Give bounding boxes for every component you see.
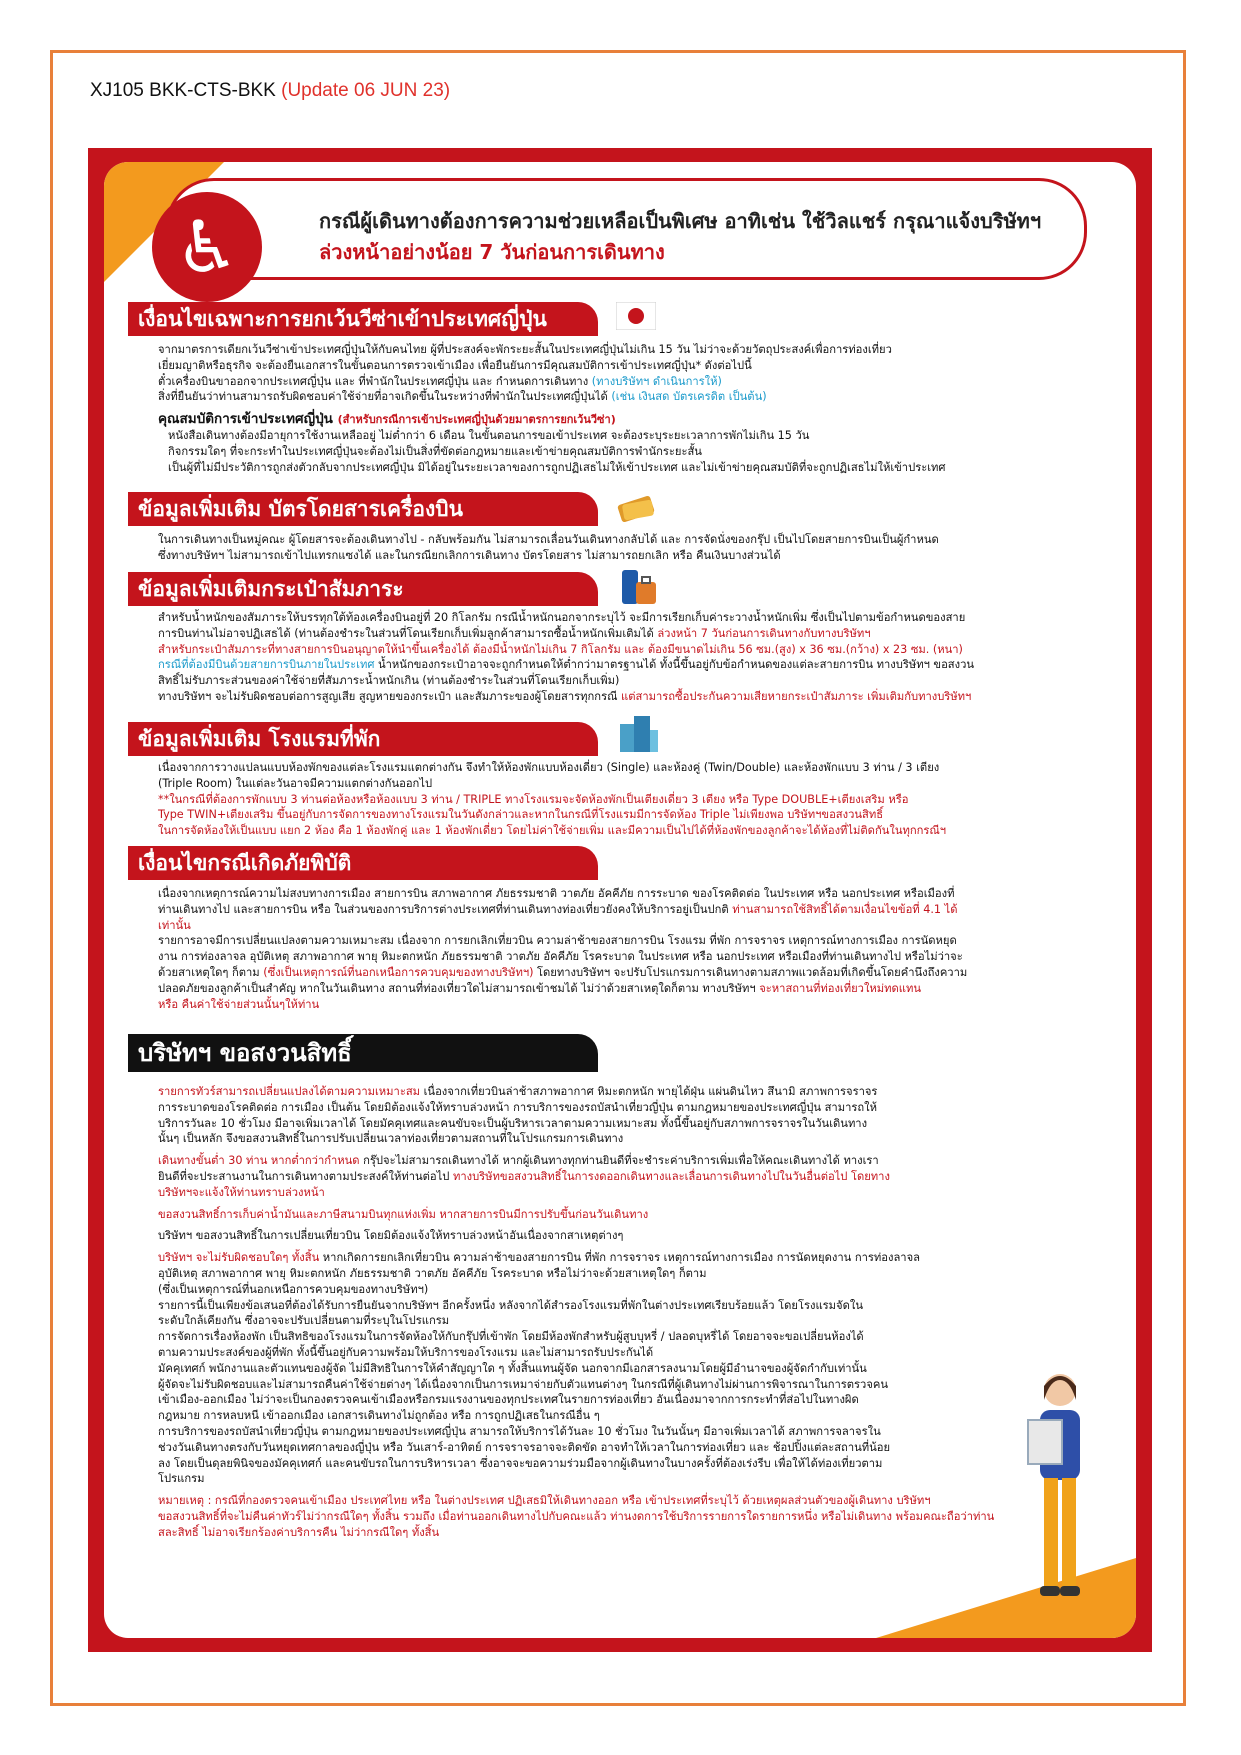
section-heading-visa: เงื่อนไขเฉพาะการยกเว้นวีซ่าเข้าประเทศญี่ปุ่น bbox=[128, 302, 598, 336]
ticket-text: ในการเดินทางเป็นหมู่คณะ ผู้โดยสารจะต้องเดินทางไป - กลับพร้อมกัน ไม่สามารถเลื่อนวันเดินทางกลับได้ และ การจัดนั่งของกรุ๊ป เป็นไปโดยสายการบินเป็นผู้กำหนด ซึ่งทางบริษัทฯ ไม่สามารถเข้าไปแทรกแซงได้ และในกรณียกเลิกการเดินทาง บัตรโดยสาร ไม่สามารถยกเลิก หรือ คืนเงินบางส่วนได้ bbox=[158, 533, 939, 562]
section-heading-rights: บริษัทฯ ขอสงวนสิทธิ์ bbox=[128, 1034, 598, 1072]
japan-flag-icon bbox=[616, 302, 656, 338]
wheelchair-icon: ♿ bbox=[152, 192, 262, 302]
section-heading-baggage: ข้อมูลเพิ่มเติมกระเป๋าสัมภาระ bbox=[128, 572, 598, 606]
document-title bbox=[90, 80, 450, 102]
hotel-text: เนื่องจากการวางแปลนแบบห้องพักของแต่ละโรงแรมแตกต่างกัน จึงทำให้ห้องพักแบบห้องเดี่ยว (Single) และห้องคู่ (Twin/Double) และห้องพักแบบ 3 ท่าน / 3 เตียง (Triple Room) ในแต่ละวันอาจมีความแตกต่างกันออกไป **ในกรณีที่ต้องการพักแบบ 3 ท่านต่อห้องหรือห้องแบบ 3 ท่าน / TRIPLE ทางโรงแรมจะจัดห้องพักเป็นเตียงเดี่ยว 3 เตียง หรือ Type DOUBLE+เตียงเสริม หรือ Type TWIN+เตียงเสริม ขึ้นอยู่กับการจัดการของทางโรงแรมในวันดังกล่าวและหากในกรณีที่โรงแรมมีการจัดห้อง Triple ไม่เพียงพอ บริษัทฯขอสงวนสิทธิ์ ในการจัดห้องให้เป็นแบบ แยก 2 ห้อง คือ 1 ห้องพักคู่ และ 1 ห้องพักเดี่ยว โดยไม่ค่าใช้จ่ายเพิ่ม และมีความเป็นไปได้ที่ห้องพักของลูกค้าจะได้ห้องที่ไม่ติดกันในทุกกรณีฯ bbox=[158, 761, 947, 838]
visa-text: จากมาตรการเดียกเว้นวีซ่าเข้าประเทศญี่ปุ่นให้กับคนไทย ผู้ที่ประสงค์จะพักระยะสั้นในประเทศญี่ปุ่นไม่เกิน 15 วัน ไม่ว่าจะด้วยวัตถุประสงค์เพื่อการท่องเที่ยว เยี่ยมญาติหรือธุรกิจ จะต้องยืนเอกสารในขั้นตอนการตรวจเข้าเมือง เพื่อยืนยันการมีคุณสมบัติการเข้าประเทศญี่ปุ่น* ดังต่อไปนี้ ตั๋วเครื่องบินขาออกจากประเทศญี่ปุ่น และ ที่พำนักในประเทศญี่ปุ่น และ กำหนดการเดินทาง (ทางบริษัทฯ ดำเนินการให้) สิ่งที่ยืนยันว่าท่านสามารถรับผิดชอบค่าใช้จ่ายที่อาจเกิดขึ้นในระหว่างที่พำนักในประเทศญี่ปุ่นได้ (เช่น เงินสด บัตรเครดิต เป็นต้น) bbox=[158, 343, 892, 404]
special-assistance-banner bbox=[166, 178, 1087, 280]
poster-content bbox=[104, 162, 1136, 1638]
disaster-text: เนื่องจากเหตุการณ์ความไม่สงบทางการเมือง สายการบิน สภาพอากาศ ภัยธรรมชาติ วาตภัย อัคคีภัย การระบาด ของโรคติดต่อ ในประเทศ หรือ นอกประเทศ หรือเมืองที่ ท่านเดินทางไป และสายการบิน หรือ ในส่วนของการบริการต่างประเทศที่ท่านเดินทางท่องเที่ยวยังคงให้บริการอยู่เป็นปกติ ท่านสามารถใช้สิทธิ์ได้ตามเงื่อนไขข้อที่ 4.1 ได้ เท่านั้น รายการอาจมีการเปลี่ยนแปลงตามความเหมาะสม เนื่องจาก การยกเลิกเที่ยวบิน ความล่าช้าของสายการบิน โรงแรม ที่พัก การจราจร เหตุการณ์ทางการเมือง การนัดหยุด งาน การท่องลาจล อุบัติเหตุ สภาพอากาศ พายุ หิมะตกหนัก ภัยธรรมชาติ วาตภัย อัคคีภัย โรคระบาด ในประเทศ หรือ นอกประเทศ หรือเมืองที่ท่านเดินทางไป หรือไม่ว่าจะ ด้วยสาเหตุใดๆ ก็ตาม (ซึ่งเป็นเหตุการณ์ที่นอกเหนือการควบคุมของทางบริษัทฯ) โดยทางบริษัทฯ จะปรับโปรแกรมการเดินทางตามสภาพแวดล้อมที่เกิดขึ้นโดยคำนึงถึงความ ปลอดภัยของลูกค้าเป็นสำคัญ หากในวันเดินทาง สถานที่ท่องเที่ยวใดไม่สามารถเข้าชมได้ ไม่ว่าด้วยสาเหตุใดก็ตาม ทางบริษัทฯ จะหาสถานที่ท่องเที่ยวใหม่ทดแทน หรือ คืนค่าใช้จ่ายส่วนนั้นๆให้ท่าน bbox=[158, 887, 968, 1011]
baggage-text: สำหรับน้ำหนักของสัมภาระให้บรรทุกใต้ท้องเครื่องบินอยู่ที่ 20 กิโลกรัม กรณีน้ำหนักนอกจากระบุไว้ จะมีการเรียกเก็บค่าระวางน้ำหนักเพิ่ม ซึ่งเป็นไปตามข้อกำหนดของสาย การบินท่านไม่อาจปฏิเสธได้ (ท่านต้องชำระในส่วนที่โดนเรียกเก็บเพิ่มลูกค้าสามารถซื้อน้ำหนักเพิ่มเติมได้ ล่วงหน้า 7 วันก่อนการเดินทางกับทางบริษัทฯ สำหรับกระเป๋าสัมภาระที่ทางสายการบินอนุญาตให้นำขึ้นเครื่องได้ ต้องมีน้ำหนักไม่เกิน 7 กิโลกรัม และ ต้องมีขนาดไม่เกิน 56 ซม.(สูง) x 36 ซม.(กว้าง) x 23 ซม. (หนา) กรณีที่ต้องมีบินด้วยสายการบินภายในประเทศ น้ำหนักของกระเป๋าอาจจะถูกกำหนดให้ต่ำกว่ามาตรฐานได้ ทั้งนี้ขึ้นอยู่กับข้อกำหนดของแต่ละสายการบิน ทางบริษัทฯ ขอสงวน สิทธิ์ไม่รับภาระส่วนของค่าใช้จ่ายที่สัมภาระน้ำหนักเกิน (ท่านต้องชำระในส่วนที่โดนเรียกเก็บเพิ่ม) ทางบริษัทฯ จะไม่รับผิดชอบต่อการสูญเสีย สูญหายของกระเป๋า และสัมภาระของผู้โดยสารทุกกรณี แต่สามารถซื้อประกันความเสียหายกระเป๋าสัมภาระ เพิ่มเติมกับทางบริษัทฯ bbox=[158, 611, 975, 703]
terms-poster bbox=[88, 148, 1152, 1652]
rights-text: รายการทัวร์สามารถเปลี่ยนแปลงได้ตามความเหมาะสม เนื่องจากเที่ยวบินล่าช้าสภาพอากาศ หิมะตกหนัก พายุได้ฝุ่น แผ่นดินไหว สึนามิ สภาพการจราจร การระบาดของโรคติดต่อ การเมือง เป็นต้น โดยมิต้องแจ้งให้ทราบล่วงหน้า การบริการของรถบัสนำเที่ยวญี่ปุ่น ตามกฎหมายของประเทศญี่ปุ่น สามารถให้ บริการวันละ 10 ชั่วโมง มีอาจเพิ่มเวลาได้ โดยมัคคุเทศและคนขับจะเป็นผู้บริหารเวลาตามความเหมาะสม ทั้งนี้ขึ้นอยู่กับสภาพการจราจรในวันเดินทาง นั้นๆ เป็นหลัก จึงขอสงวนสิทธิ์ในการปรับเปลี่ยนเวลาท่องเที่ยวตามสถานที่ในโปรแกรมการเดินทาง เดินทางขั้นต่ำ 30 ท่าน หากต่ำกว่ากำหนด กรุ๊ปจะไม่สามารถเดินทางได้ หากผู้เดินทางทุกท่านยินดีที่จะชำระค่าบริการเพิ่มเพื่อให้คณะเดินทางได้ ทางเรา ยินดีที่จะประสานงานในการเดินทางตามประสงค์ให้ท่านต่อไป ทางบริษัทขอสงวนสิทธิ์ในการงดออกเดินทางและเลื่อนการเดินทางไปในวันอื่นต่อไป โดยทาง บริษัทฯจะแจ้งให้ท่านทราบล่วงหน้า ขอสงวนสิทธิ์การเก็บค่าน้ำมันและภาษีสนามบินทุกแห่งเพิ่ม หากสายการบินมีการปรับขึ้นก่อนวันเดินทาง บริษัทฯ ขอสงวนสิทธิ์ในการเปลี่ยนเที่ยวบิน โดยมิต้องแจ้งให้ทราบล่วงหน้าอันเนื่องจากสาเหตุต่างๆ บริษัทฯ จะไม่รับผิดชอบใดๆ ทั้งสิ้น หากเกิดการยกเลิกเที่ยวบิน ความล่าช้าของสายการบิน ที่พัก การจราจร เหตุการณ์ทางการเมือง การนัดหยุดงาน การท่องลาจล อุบัติเหตุ สภาพอากาศ พายุ หิมะตกหนัก ภัยธรรมชาติ วาตภัย อัคคีภัย โรคระบาด หรือไม่ว่าจะด้วยสาเหตุใดๆ ก็ตาม (ซึ่งเป็นเหตุการณ์ที่นอกเหนือการควบคุมของทางบริษัทฯ) รายการนี้เป็นเพียงข้อเสนอที่ต้องได้รับการยืนยันจากบริษัทฯ อีกครั้งหนึ่ง หลังจากได้สำรองโรงแรมที่พักในต่างประเทศเรียบร้อยแล้ว โดยโรงแรมจัดใน ระดับใกล้เคียงกัน ซึ่งอาจจะปรับเปลี่ยนตามที่ระบุในโปรแกรม การจัดการเรื่องห้องพัก เป็นสิทธิของโรงแรมในการจัดห้องให้กับกรุ๊ปที่เข้าพัก โดยมีห้องพักสำหรับผู้สูบบุหรี่ / ปลอดบุหรี่ได้ โดยอาจจะขอเปลี่ยนห้องได้ ตามความประสงค์ของผู้ที่พัก ทั้งนี้ขึ้นอยู่กับความพร้อมให้บริการของโรงแรม และไม่สามารถรับประกันได้ มัคคุเทศก์ พนักงานและตัวแทนของผู้จัด ไม่มีสิทธิในการให้คำสัญญาใด ๆ ทั้งสิ้นแทนผู้จัด นอกจากมีเอกสารลงนามโดยผู้มีอำนาจของผู้จัดกำกับเท่านั้น ผู้จัดจะไม่รับผิดชอบและไม่สามารถคืนค่าใช้จ่ายต่างๆ ได้เนื่องจากเป็นการเหมาจ่ายกับตัวแทนต่างๆ ในกรณีที่ผู้เดินทางไม่ผ่านการพิจารณาในการตรวจคน เข้าเมือง-ออกเมือง ไม่ว่าจะเป็นกองตรวจคนเข้าเมืองหรือกรมแรงงานของทุกประเทศในรายการท่องเที่ยว อันเนื่องมาจากการกระทำที่ส่อไปในทางผิด กฎหมาย การหลบหนี เข้าออกเมือง เอกสารเดินทางไม่ถูกต้อง หรือ การถูกปฏิเสธในกรณีอื่น ๆ การบริการของรถบัสนำเที่ยวญี่ปุ่น ตามกฎหมายของประเทศญี่ปุ่น สามารถให้บริการได้วันละ 10 ชั่วโมง ในวันนั้นๆ มีอาจเพิ่มเวลาได้ สภาพการจลาจรใน ช่วงวันเดินทางตรงกับวันหยุดเทศกาลของญี่ปุ่น หรือ วันเสาร์-อาทิตย์ การจราจรอาจจะติดขัด อาจทำให้เวลาในการท่องเที่ยว และ ช้อปปิ้งแต่ละสถานที่น้อย ลง โดยเป็นดุลยพินิจของมัคคุเทศก์ และคนขับรถในการบริหารเวลา ซึ่งอาจจะขอความร่วมมือจากผู้เดินทางในบางครั้งที่ต้องเร่งรีบ เพื่อให้ได้ท่องเที่ยวตาม โปรแกรม หมายเหตุ : กรณีที่กองตรวจคนเข้าเมือง ประเทศไทย หรือ ในต่างประเทศ ปฏิเสธมิให้เดินทางออก หรือ เข้าประเทศที่ระบุไว้ ด้วยเหตุผลส่วนตัวของผู้เดินทาง บริษัทฯ ขอสงวนสิทธิ์ที่จะไม่คืนค่าทัวร์ไม่ว่ากรณีใดๆ ทั้งสิ้น รวมถึง เมื่อท่านออกเดินทางไปกับคณะแล้ว ท่านงดการใช้บริการรายการใดรายการหนึ่ง หรือไม่เดินทาง พร้อมคณะถือว่าท่าน สละสิทธิ์ ไม่อาจเรียกร้องค่าบริการคืน ไม่ว่ากรณีใดๆ ทั้งสิ้น bbox=[158, 1085, 995, 1539]
tour-code: XJ105 BKK-CTS-BKK bbox=[90, 80, 276, 101]
hotel-icon bbox=[616, 714, 660, 762]
visa-qualification-heading: คุณสมบัติการเข้าประเทศญี่ปุ่น (สำหรับกรณีการเข้าประเทศญี่ปุ่นด้วยมาตรการยกเว้นวีซ่า) bbox=[158, 411, 616, 427]
luggage-icon bbox=[616, 562, 662, 616]
update-date: (Update 06 JUN 23) bbox=[281, 80, 451, 101]
section-heading-disaster: เงื่อนไขกรณีเกิดภัยพิบัติ bbox=[128, 846, 598, 880]
ticket-icon bbox=[616, 490, 658, 532]
section-heading-ticket: ข้อมูลเพิ่มเติม บัตรโดยสารเครื่องบิน bbox=[128, 492, 598, 526]
banner-line-2: ล่วงหน้าอย่างน้อย 7 วันก่อนการเดินทาง bbox=[319, 240, 665, 264]
traveler-illustration bbox=[1010, 1360, 1110, 1620]
section-heading-hotel: ข้อมูลเพิ่มเติม โรงแรมที่พัก bbox=[128, 722, 598, 756]
banner-line-1: กรณีผู้เดินทางต้องการความช่วยเหลือเป็นพิเศษ อาทิเช่น ใช้วิลแชร์ กรุณาแจ้งบริษัทฯ bbox=[319, 209, 1042, 233]
visa-qualifications: หนังสือเดินทางต้องมีอายุการใช้งานเหลืออยู่ ไม่ต่ำกว่า 6 เดือน ในขั้นตอนการขอเข้าประเทศ จะต้องระบุระยะเวลาการพักไม่เกิน 15 วัน กิจกรรมใดๆ ที่จะกระทำในประเทศญี่ปุ่นจะต้องไม่เป็นสิ่งที่ขัดต่อกฎหมายและเข้าข่ายคุณสมบัติการพำนักระยะสั้น เป็นผู้ที่ไม่มีประวัติการถูกส่งตัวกลับจากประเทศญี่ปุ่น มิได้อยู่ในระยะเวลาของการถูกปฏิเสธไม่ให้เข้าประเทศ และไม่เข้าข่ายคุณสมบัติที่จะถูกปฏิเสธไม่ให้เข้าประเทศ bbox=[168, 429, 946, 474]
